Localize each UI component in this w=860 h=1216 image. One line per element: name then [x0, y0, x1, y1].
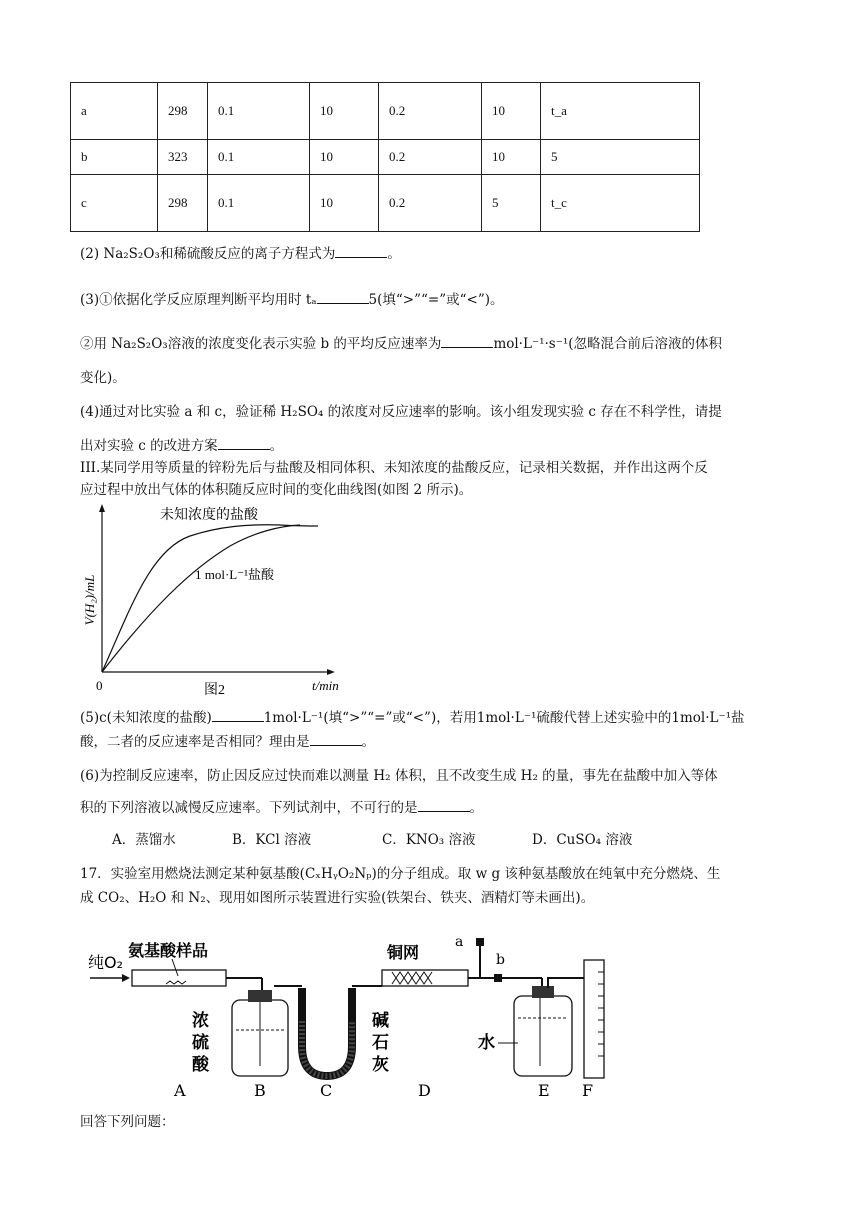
- question-text: 。: [469, 800, 483, 816]
- question-3-2: [80, 334, 722, 354]
- question-3-2-cont: 变化)。: [80, 370, 126, 386]
- apparatus-diagram: [82, 926, 622, 1102]
- stopper-B: [248, 990, 272, 1002]
- table-row: [71, 140, 700, 175]
- question-3-1: [80, 290, 504, 310]
- option-d: D．CuSO₄ 溶液: [532, 832, 633, 848]
- label-F: F: [582, 1081, 594, 1100]
- question-5-cont: [80, 732, 375, 752]
- valve-b-label: b: [496, 952, 505, 968]
- table-cell: 10: [482, 83, 541, 140]
- table-cell: 0.1: [208, 175, 310, 232]
- section-3-intro: III.某同学用等质量的锌粉先后与盐酸及相同体积、未知浓度的盐酸反应，记录相关数据，并作出这两个反: [80, 460, 708, 476]
- soda-lime: [302, 1021, 352, 1076]
- question-text: 积的下列溶液以减慢反应速率。下列试剂中，不可行的是: [80, 800, 418, 816]
- table-row: [71, 175, 700, 232]
- label-D: D: [418, 1081, 431, 1100]
- answer-prompt: 回答下列问题：: [80, 1114, 175, 1130]
- question-text: (5)c(未知浓度的盐酸): [80, 710, 212, 726]
- table-cell: a: [71, 83, 158, 140]
- table-cell: 10: [310, 175, 379, 232]
- question-6-cont: [80, 798, 483, 818]
- section-3-intro-cont: 应过程中放出气体的体积随反应时间的变化曲线图(如图 2 所示)。: [80, 482, 473, 498]
- clamp-b-icon: [494, 974, 502, 982]
- answer-blank: [310, 733, 362, 746]
- question-text: 1mol·L⁻¹(填“>”“=”或“<”)，若用1mol·L⁻¹硫酸代替上述实验中的1mol·L⁻¹盐: [263, 710, 745, 726]
- figure-2-graph: [80, 500, 360, 700]
- option-a: A．蒸馏水: [112, 832, 176, 848]
- stopper-E: [532, 986, 554, 998]
- lime-label: 石: [372, 1033, 389, 1053]
- origin-label: 0: [96, 678, 103, 693]
- curve2-label: 1 mol·L⁻¹盐酸: [195, 567, 275, 582]
- curve-1mol-acid: [102, 525, 300, 672]
- o2-label: 纯O₂: [88, 953, 124, 972]
- clamp-a-icon: [476, 938, 484, 946]
- lime-label: 灰: [372, 1055, 389, 1075]
- question-text: 5(填“>”“=”或“<”)。: [368, 292, 504, 308]
- x-axis-label: t/min: [312, 678, 339, 693]
- table-cell: b: [71, 140, 158, 175]
- answer-blank: [317, 291, 369, 304]
- acid-label: 酸: [192, 1055, 209, 1075]
- question-text: mol·L⁻¹·s⁻¹(忽略混合前后溶液的体积: [493, 336, 723, 352]
- option-c: C．KNO₃ 溶液: [382, 832, 476, 848]
- bottle-E: [514, 996, 572, 1076]
- table-cell: c: [71, 175, 158, 232]
- arrow-icon: [122, 974, 130, 982]
- valve-a-label: a: [455, 934, 464, 950]
- label-E: E: [538, 1081, 550, 1100]
- question-text: 出对实验 c 的改进方案: [80, 438, 218, 454]
- table-cell: 10: [310, 83, 379, 140]
- question-5: [80, 708, 744, 728]
- table-cell: 0.2: [379, 140, 482, 175]
- answer-blank: [218, 437, 270, 450]
- experiment-table: [70, 82, 700, 232]
- table-cell: 5: [482, 175, 541, 232]
- question-text: (3)①依据化学反应原理判断平均用时 tₐ: [80, 292, 317, 308]
- table-cell: 0.1: [208, 83, 310, 140]
- question-text: 酸，二者的反应速率是否相同？理由是: [80, 734, 310, 750]
- table-cell: 10: [482, 140, 541, 175]
- water-label: 水: [478, 1033, 495, 1053]
- answer-blank: [335, 245, 387, 258]
- tube-D: [382, 970, 468, 986]
- option-b: B．KCl 溶液: [232, 832, 312, 848]
- question-6: (6)为控制反应速率，防止因反应过快而难以测量 H₂ 体积，且不改变生成 H₂ 的量，事先在盐酸中加入等体: [80, 768, 718, 784]
- cylinder-F: [584, 960, 604, 1078]
- table-cell: 0.1: [208, 140, 310, 175]
- sample-label: 氨基酸样品: [128, 941, 209, 960]
- question-text: 。: [387, 246, 401, 262]
- x-axis-arrow-icon: [327, 669, 335, 675]
- question-2: [80, 244, 401, 264]
- table-cell: 0.2: [379, 175, 482, 232]
- question-text: ②用 Na₂S₂O₃溶液的浓度变化表示实验 b 的平均反应速率为: [80, 336, 442, 352]
- table-row: [71, 83, 700, 140]
- acid-label: 硫: [192, 1033, 209, 1053]
- question-17: 17．实验室用燃烧法测定某种氨基酸(CₓHᵧO₂Nₚ)的分子组成。取 w g 该种氨基酸放在纯氧中充分燃烧、生: [80, 866, 721, 882]
- answer-blank: [212, 709, 264, 722]
- tube-A: [132, 970, 226, 986]
- lime-label: 碱: [372, 1011, 389, 1031]
- copper-label: 铜网: [387, 943, 420, 962]
- answer-blank: [418, 799, 470, 812]
- question-text: 。: [361, 734, 375, 750]
- table-cell: t_a: [541, 83, 700, 140]
- table-cell: 298: [158, 175, 208, 232]
- question-17-cont: 成 CO₂、H₂O 和 N₂、现用如图所示装置进行实验(铁架台、铁夹、酒精灯等未画出)。: [80, 890, 595, 906]
- question-4: (4)通过对比实验 a 和 c，验证稀 H₂SO₄ 的浓度对反应速率的影响。该小组发现实验 c 存在不科学性，请提: [80, 404, 722, 420]
- options-row: [112, 830, 632, 850]
- table-cell: 10: [310, 140, 379, 175]
- answer-blank: [441, 335, 493, 348]
- question-text: (2) Na₂S₂O₃和稀硫酸反应的离子方程式为: [80, 246, 336, 262]
- curve-unknown-acid: [102, 525, 318, 672]
- table-cell: 5: [541, 140, 700, 175]
- acid-label: 浓: [192, 1011, 209, 1031]
- table-cell: 298: [158, 83, 208, 140]
- table-cell: 0.2: [379, 83, 482, 140]
- y-axis-arrow-icon: [99, 504, 105, 512]
- figure-caption: 图2: [204, 683, 225, 698]
- y-axis-label: V(H₂)/mL: [82, 574, 97, 626]
- question-4-cont: [80, 436, 283, 456]
- question-text: 。: [269, 438, 284, 454]
- label-A: A: [174, 1081, 186, 1100]
- u-tube-C: [302, 988, 352, 1076]
- label-B: B: [254, 1081, 266, 1100]
- table-cell: t_c: [541, 175, 700, 232]
- label-C: C: [320, 1081, 333, 1100]
- curve1-label: 未知浓度的盐酸: [160, 508, 258, 523]
- table-cell: 323: [158, 140, 208, 175]
